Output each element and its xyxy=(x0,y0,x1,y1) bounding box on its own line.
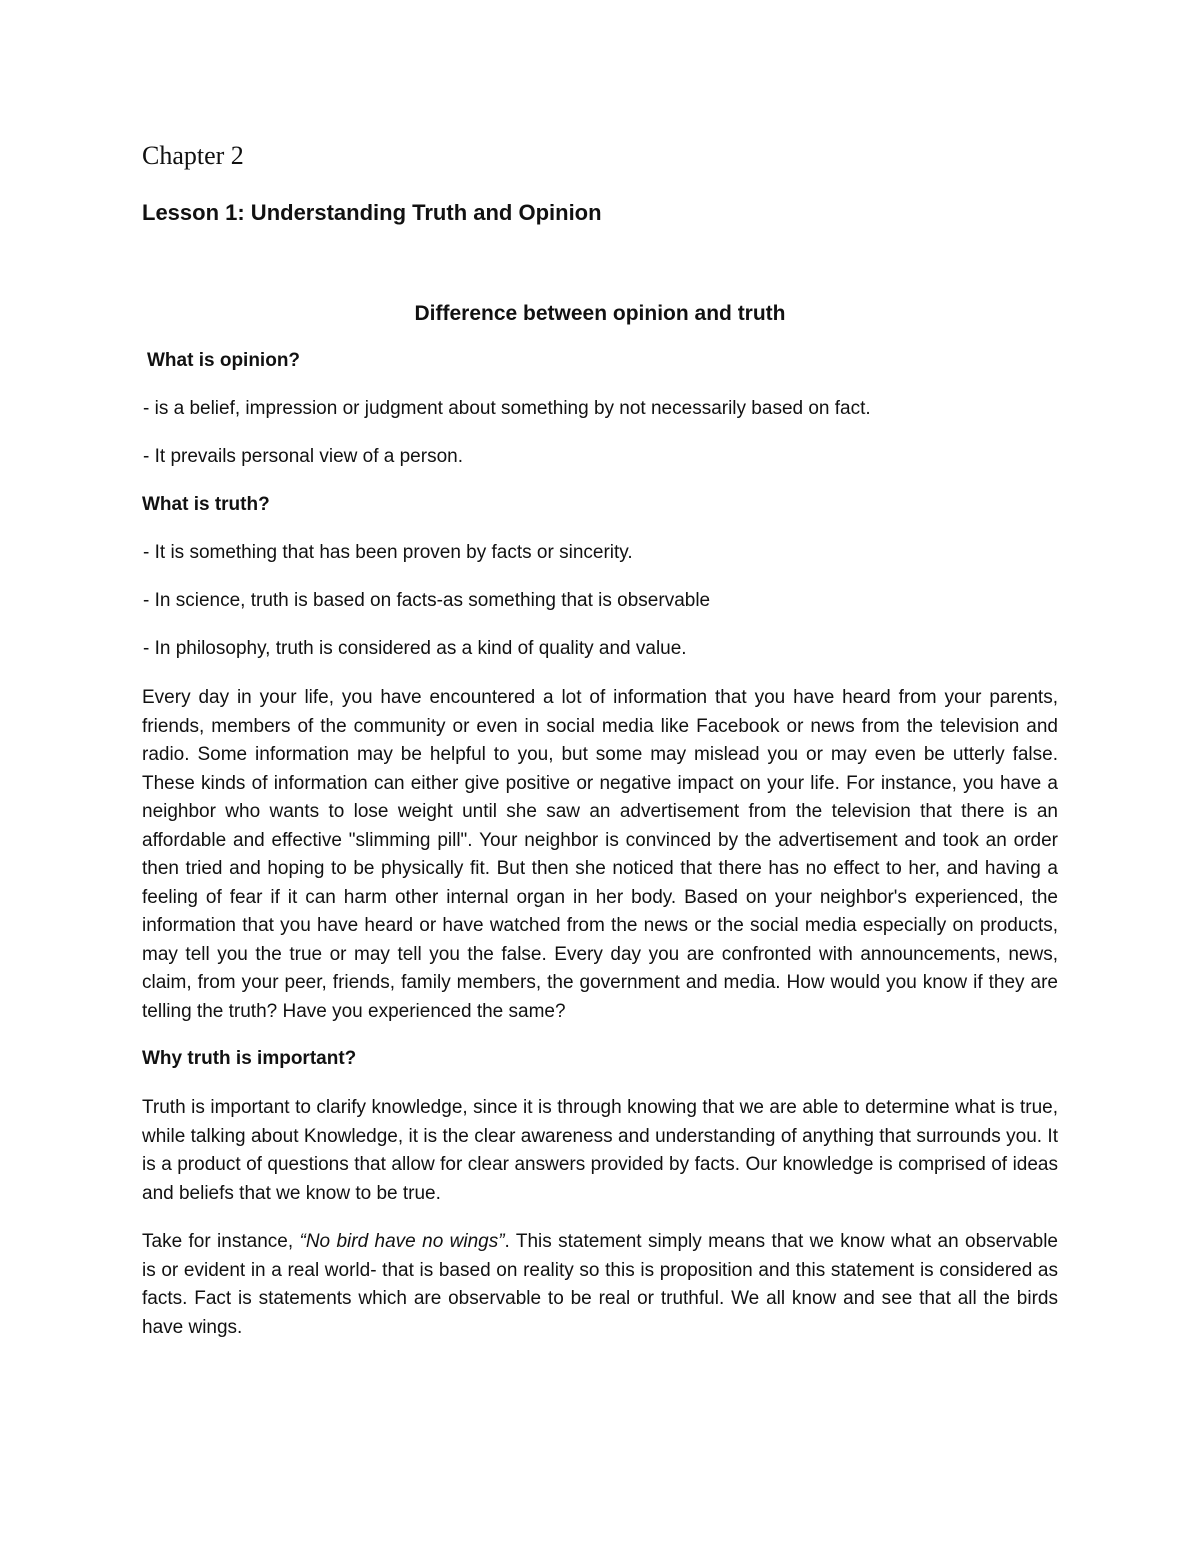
truth-heading: What is truth? xyxy=(142,494,270,515)
example-paragraph xyxy=(142,1228,1058,1342)
opinion-bullet-2: - It prevails personal view of a person. xyxy=(143,446,463,467)
opinion-bullet-1: - is a belief, impression or judgment about something by not necessarily based on fact. xyxy=(143,398,871,419)
section-title: Difference between opinion and truth xyxy=(414,302,786,325)
truth-bullet-3: - In philosophy, truth is considered as a kind of quality and value. xyxy=(143,638,687,659)
opinion-heading: What is opinion? xyxy=(147,350,301,371)
everyday-paragraph: Every day in your life, you have encountered a lot of information that you have heard from your parents, friends, members of the community or even in social media like Facebook or news from the television and radio. Some information may be helpful to you, but some may mislead you or may even be utterly false. These kinds of information can either give positive or negative impact on your life. For instance, you have a neighbor who wants to lose weight until she saw an advertisement from the television that there is an affordable and effective "slimming pill". Your neighbor is convinced by the advertisement and took an order then tried and hoping to be physically fit. But then she noticed that there has no effect to her, and having a feeling of fear if it can harm other internal organ in her body. Based on your neighbor's experienced, the information that you have heard or have watched from the news or the social media especially on products, may tell you the true or may tell you the false. Every day you are confronted with announcements, news, claim, from your peer, friends, family members, the government and media. How would you know if they are telling the truth? Have you experienced the same? xyxy=(142,687,1058,1022)
lesson-title: Lesson 1: Understanding Truth and Opinion xyxy=(142,200,602,225)
truth-bullet-1: - It is something that has been proven by facts or sincerity. xyxy=(143,542,633,563)
chapter-title: Chapter 2 xyxy=(142,141,244,170)
example-lead: Take for instance, xyxy=(142,1231,300,1252)
document-content xyxy=(142,140,1058,1362)
why-truth-heading: Why truth is important? xyxy=(142,1048,357,1069)
truth-bullet-2: - In science, truth is based on facts-as something that is observable xyxy=(143,590,711,611)
example-rest: . This statement simply means that we know what an observable is or evident in a real world- that is based on reality so this is proposition and this statement is considered as facts. Fact is statements which are observable to be real or truthful. We all know and see that all the birds have wings. xyxy=(142,1231,1058,1338)
example-quote: “No bird have no wings” xyxy=(299,1231,505,1252)
why-truth-paragraph: Truth is important to clarify knowledge, since it is through knowing that we are able to determine what is true, while talking about Knowledge, it is the clear awareness and understanding of anything that surrounds you. It is a product of questions that allow for clear answers provided by facts. Our knowledge is comprised of ideas and beliefs that we know to be true. xyxy=(142,1097,1058,1204)
